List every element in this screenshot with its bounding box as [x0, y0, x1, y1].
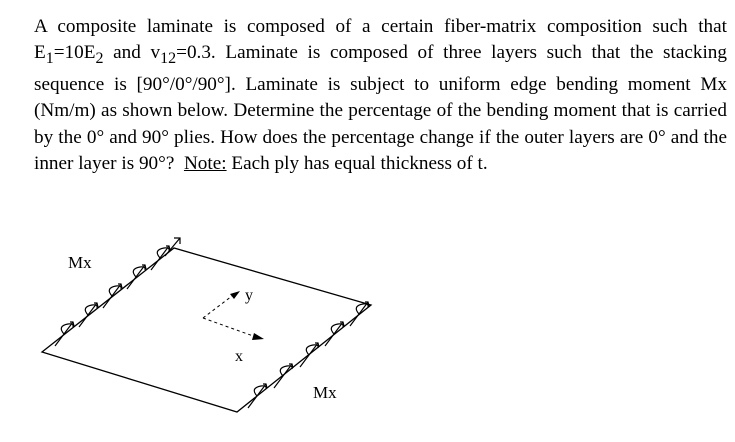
moment-label-left: Mx: [68, 253, 92, 272]
moment-arrow: [103, 284, 122, 308]
problem-text-3: and v: [103, 42, 161, 64]
problem-text-2: =10E: [53, 42, 96, 64]
problem-statement: [34, 14, 727, 177]
axis-x-label: x: [235, 348, 243, 365]
moment-arrow: [165, 238, 180, 256]
note-label: Note:: [183, 152, 227, 174]
problem-text-4: =0.3. Laminate is composed of three layers such that the stacking sequence is [90°/0°/90°]. Laminate is subject to uniform edge bending moment Mx (Nm/m) as shown below. Determine the percentage of the bending moment that is carried by the 0° and 90° plies. How does the percentage change if the outer layers are 0° and the inner layer is 90°?: [34, 42, 727, 174]
note-text: Each ply has equal thickness of t.: [226, 152, 488, 174]
problem-text-1: A composite laminate is composed of a certain fiber-matrix composition such that E: [34, 16, 727, 64]
subscript-e2: 2: [95, 50, 104, 68]
moment-arrow: [300, 343, 319, 367]
subscript-v12: 12: [160, 50, 177, 68]
axis-y: [203, 291, 240, 318]
moment-arrow: [55, 322, 74, 346]
moment-arrow: [151, 246, 170, 270]
moment-label-right: Mx: [313, 383, 337, 402]
moment-arrow: [274, 364, 293, 388]
moment-arrow: [325, 322, 344, 346]
subscript-e1: 1: [45, 50, 54, 68]
axis-x: [203, 318, 264, 340]
moment-arrow: [127, 265, 146, 289]
axis-y-label: y: [245, 287, 253, 304]
laminate-plate: [42, 248, 371, 412]
moment-arrow: [350, 302, 369, 326]
moment-arrows-left: [55, 238, 180, 346]
problem-paragraph: [34, 14, 727, 177]
moment-arrow: [248, 384, 267, 408]
moment-arrow: [79, 303, 98, 327]
moment-arrows-right: [248, 302, 369, 408]
